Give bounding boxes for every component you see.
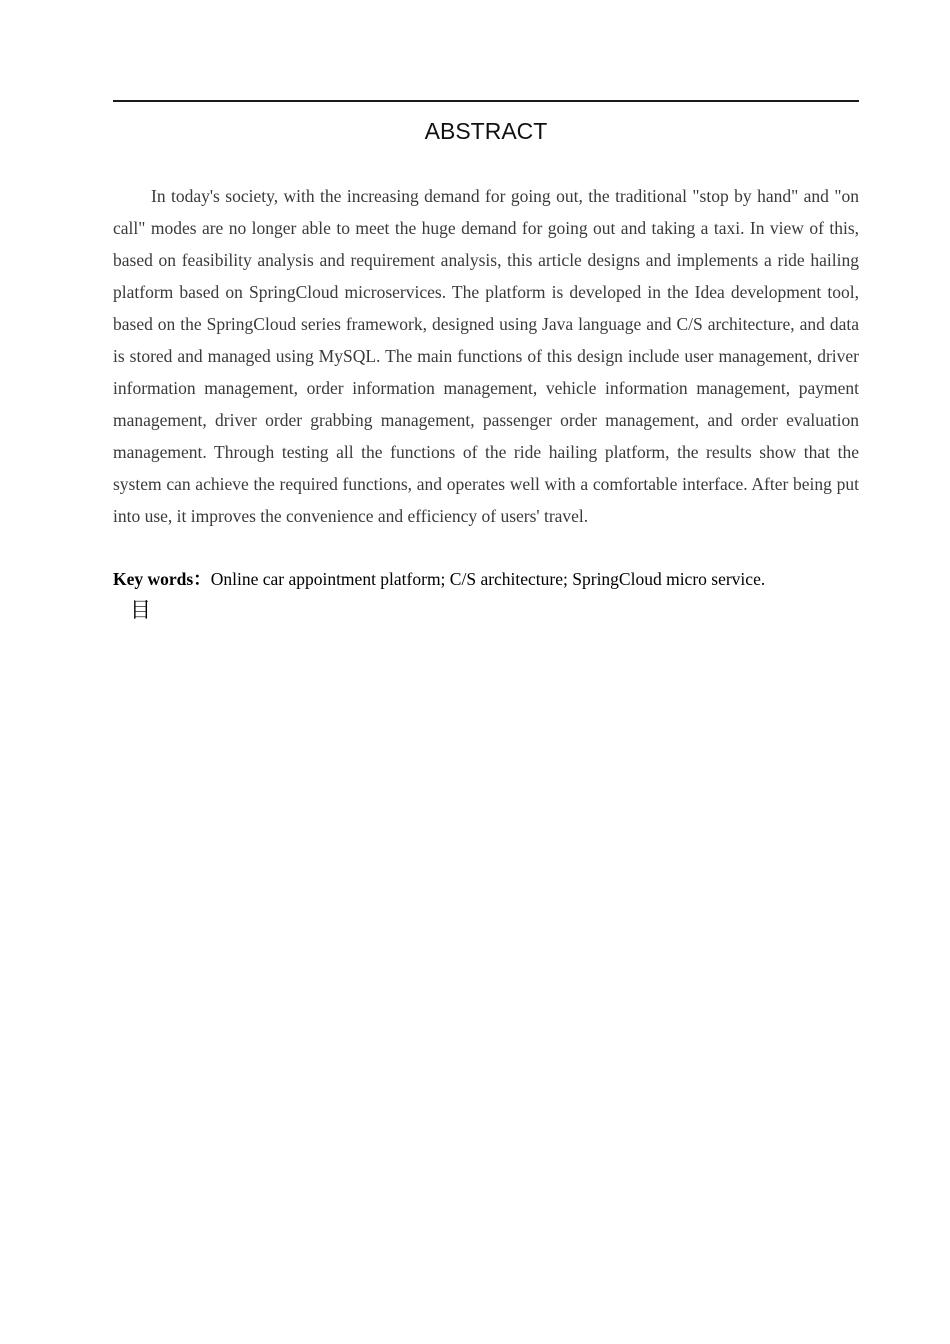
- abstract-title: ABSTRACT: [424, 118, 548, 144]
- toc-heading: 目: [130, 598, 151, 622]
- keywords-value: Online car appointment platform; C/S architecture; SpringCloud micro service.: [210, 569, 766, 589]
- keywords-line: [113, 563, 859, 595]
- header-rule: [113, 100, 859, 102]
- keywords-separator: ：: [193, 569, 211, 589]
- abstract-body: In today's society, with the increasing demand for going out, the traditional "stop by hand" and "on call" modes are no longer able to meet the huge demand for going out and taking a taxi. In view of this, based on feasibility analysis and requirement analysis, this article designs and implements a ride hailing platform based on SpringCloud microservices. The platform is developed in the Idea development tool, based on the SpringCloud series framework, designed using Java language and C/S architecture, and data is stored and managed using MySQL. The main functions of this design include user management, driver information management, order information management, vehicle information management, payment management, driver order grabbing management, passenger order management, and order evaluation management. Through testing all the functions of the ride hailing platform, the results show that the system can achieve the required functions, and operates well with a comfortable interface. After being put into use, it improves the convenience and efficiency of users' travel.: [113, 186, 859, 526]
- keywords-label: Key words: [113, 569, 194, 589]
